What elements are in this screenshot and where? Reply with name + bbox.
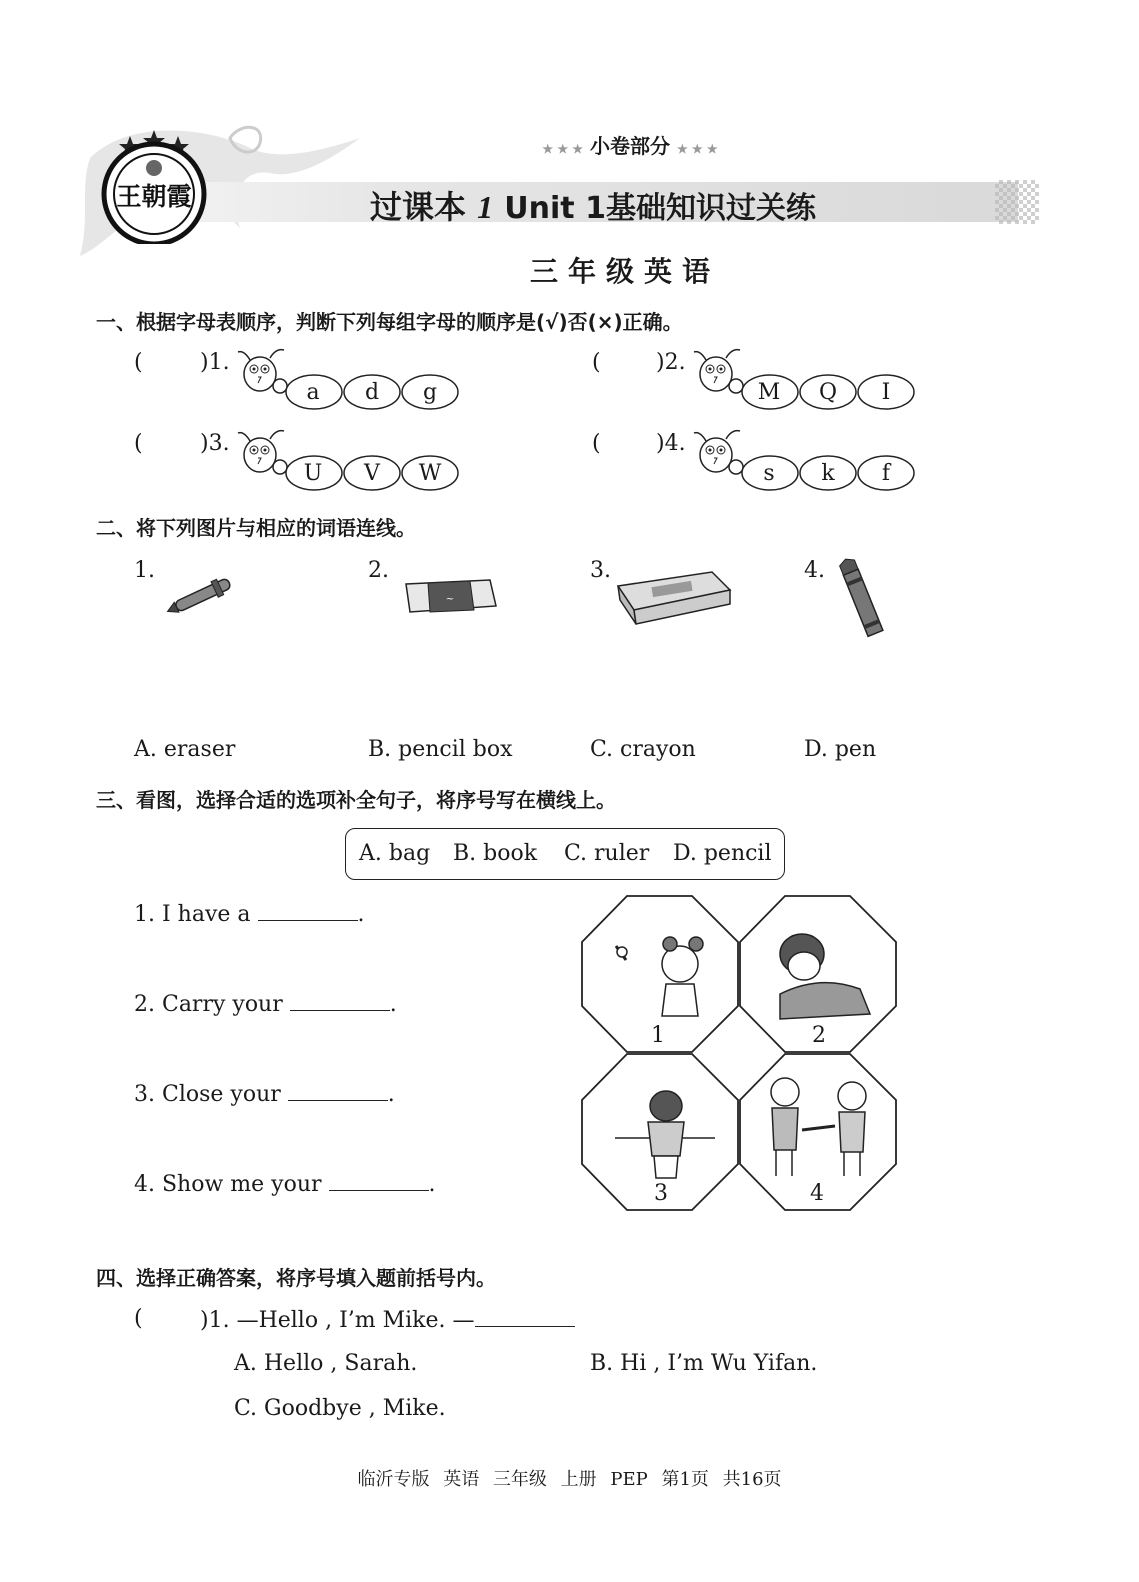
letter: Q bbox=[818, 380, 838, 405]
word-option: D. pen bbox=[804, 737, 877, 762]
logo-text: 王朝霞 bbox=[116, 182, 192, 211]
item-number: )1. bbox=[200, 350, 230, 375]
letter: V bbox=[364, 461, 380, 486]
picture-number: 2. bbox=[368, 558, 389, 583]
page-footer: 临沂专版 英语 三年级 上册 PEP 第1页 共16页 bbox=[357, 1469, 782, 1490]
letter: a bbox=[306, 380, 320, 405]
sentence-end: . bbox=[389, 992, 397, 1017]
star-decoration: ★ ★ ★ bbox=[676, 142, 718, 156]
option-item: C. ruler bbox=[564, 841, 650, 866]
answer-blank[interactable] bbox=[258, 900, 358, 921]
answer-paren: ( bbox=[134, 350, 143, 375]
sentence-text: 3. Close your bbox=[134, 1082, 281, 1107]
option-item: B. book bbox=[453, 841, 538, 866]
answer-blank[interactable] bbox=[475, 1306, 575, 1327]
sentence-2 bbox=[134, 990, 397, 1017]
top-note bbox=[450, 130, 810, 159]
question-stem: )1. —Hello , I’m Mike. — bbox=[200, 1308, 475, 1333]
pen-icon bbox=[162, 570, 246, 620]
word-option: B. pencil box bbox=[368, 737, 513, 762]
sentence-4 bbox=[134, 1170, 436, 1197]
answer-blank[interactable] bbox=[288, 1080, 388, 1101]
option-item: A. bag bbox=[359, 841, 431, 866]
pencil-box-icon bbox=[612, 566, 734, 630]
picture-number: 4. bbox=[804, 558, 825, 583]
answer-paren: ( bbox=[134, 1306, 143, 1331]
answer-blank[interactable] bbox=[329, 1170, 429, 1191]
page-subtitle: 三年级英语 bbox=[529, 255, 720, 288]
question-1 bbox=[200, 1306, 575, 1333]
sentence-end: . bbox=[428, 1172, 436, 1197]
item-number: )3. bbox=[200, 431, 230, 456]
section-2-heading: 二、将下列图片与相应的词语连线。 bbox=[96, 516, 416, 540]
picture-label: 3 bbox=[654, 1181, 668, 1206]
picture-label: 1 bbox=[651, 1023, 665, 1048]
sentence-3 bbox=[134, 1080, 395, 1107]
title-rest: Unit 1基础知识过关练 bbox=[504, 191, 816, 226]
letter: k bbox=[821, 461, 835, 486]
sentence-text: 4. Show me your bbox=[134, 1172, 322, 1197]
answer-paren: ( bbox=[134, 431, 143, 456]
top-note-text: 小卷部分 bbox=[590, 134, 670, 158]
crayon-icon bbox=[832, 556, 892, 644]
choice-a: A. Hello , Sarah. bbox=[234, 1351, 418, 1376]
picture-number: 3. bbox=[590, 558, 611, 583]
letter: W bbox=[418, 461, 442, 486]
title-number: 1 bbox=[477, 189, 494, 225]
item-number: )4. bbox=[656, 431, 686, 456]
star-decoration: ★ ★ ★ bbox=[542, 142, 584, 156]
section-3-heading: 三、看图，选择合适的选项补全句子，将序号写在横线上。 bbox=[96, 788, 616, 812]
choice-c: C. Goodbye , Mike. bbox=[234, 1396, 446, 1421]
answer-paren: ( bbox=[592, 350, 601, 375]
section-4-heading: 四、选择正确答案，将序号填入题前括号内。 bbox=[96, 1266, 496, 1290]
sentence-text: 1. I have a bbox=[134, 902, 251, 927]
letter: g bbox=[422, 380, 438, 405]
letter: U bbox=[303, 461, 323, 486]
picture-label: 2 bbox=[812, 1023, 826, 1048]
letter: I bbox=[881, 380, 891, 405]
page-title bbox=[370, 182, 816, 228]
choice-b: B. Hi , I’m Wu Yifan. bbox=[590, 1351, 818, 1376]
banner-checker-pattern bbox=[995, 180, 1039, 224]
item-number: )2. bbox=[656, 350, 686, 375]
picture-grid bbox=[580, 894, 900, 1214]
word-option: A. eraser bbox=[134, 737, 236, 762]
letter: f bbox=[881, 461, 891, 486]
picture-label: 4 bbox=[810, 1181, 824, 1206]
letter: s bbox=[763, 461, 775, 486]
picture-number: 1. bbox=[134, 558, 155, 583]
sentence-text: 2. Carry your bbox=[134, 992, 283, 1017]
svg-text:~: ~ bbox=[445, 594, 455, 605]
sentence-end: . bbox=[357, 902, 365, 927]
sentence-1 bbox=[134, 900, 365, 927]
word-option: C. crayon bbox=[590, 737, 696, 762]
option-item: D. pencil bbox=[673, 841, 772, 866]
answer-blank[interactable] bbox=[290, 990, 390, 1011]
title-prefix: 过课本 bbox=[370, 188, 467, 226]
section-1-heading: 一、根据字母表顺序，判断下列每组字母的顺序是(√)否(×)正确。 bbox=[96, 310, 683, 334]
eraser-icon bbox=[398, 570, 500, 620]
letter: M bbox=[757, 380, 781, 405]
answer-paren: ( bbox=[592, 431, 601, 456]
letter: d bbox=[364, 380, 380, 405]
sentence-end: . bbox=[387, 1082, 395, 1107]
